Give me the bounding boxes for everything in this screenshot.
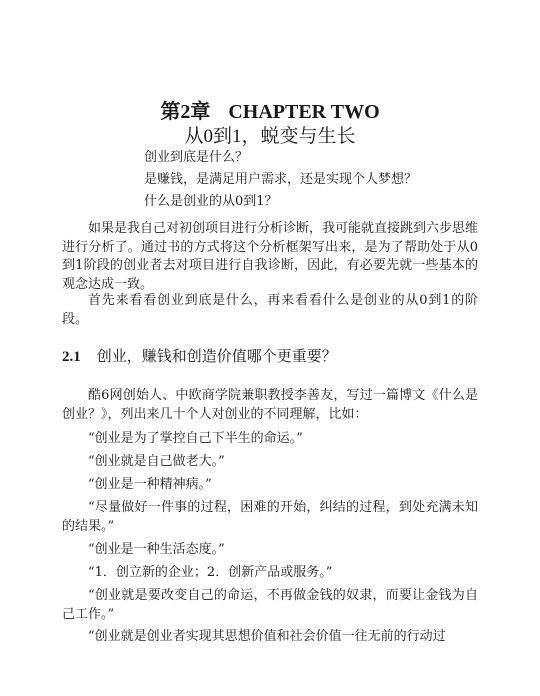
quote-item: “创业就是创业者实现其思想价值和社会价值一往无前的行动过 <box>88 629 446 644</box>
quote-item: “尽量做好一件事的过程，困难的开始，纠结的过程，到处充满未知的结果。” <box>62 500 478 534</box>
intro-question: 创业到底是什么？ <box>144 150 249 165</box>
chapter-number: 第2章 <box>160 101 211 123</box>
chapter-title <box>0 99 540 125</box>
section-number: 2.1 <box>62 349 81 365</box>
quote-item: “创业是一种生活态度。” <box>88 542 225 557</box>
intro-question: 是赚钱，是满足用户需求，还是实现个人梦想？ <box>144 172 418 187</box>
quote-item: “1．创立新的企业；2．创新产品或服务。” <box>88 565 333 580</box>
body-paragraph: 如果是我自己对初创项目进行分析诊断，我可能就直接跳到六步思维进行分析了。通过书的方式将这个分析框架写出来，是为了帮助处于从0到1阶段的创业者去对项目进行自我诊断，因此，有必要先就一些基本的观念达成一致。 <box>62 221 479 293</box>
quote-item: “创业就是自己做老大。” <box>88 454 225 469</box>
chapter-subtitle: 从0到1，蜕变与生长 <box>184 126 356 147</box>
section-title: 创业，赚钱和创造价值哪个更重要？ <box>96 347 337 365</box>
body-paragraph: 首先来看看创业到底是什么，再来看看什么是创业的从0到1的阶段。 <box>62 293 478 327</box>
quote-item: “创业是为了掌控自己下半生的命运。” <box>88 431 303 446</box>
section-heading <box>62 346 337 367</box>
quote-item: “创业就是要改变自己的命运，不再做金钱的奴隶，而要让金钱为自己工作。” <box>62 588 478 622</box>
body-paragraph: 酷6网创始人、中欧商学院兼职教授李善友，写过一篇博文《什么是创业？》，列出来几十个人对创业的不同理解，比如： <box>62 388 478 422</box>
chapter-english-title: CHAPTER TWO <box>228 101 380 123</box>
intro-question: 什么是创业的从0到1？ <box>144 194 278 209</box>
quote-item: “创业是一种精神病。” <box>88 477 212 492</box>
